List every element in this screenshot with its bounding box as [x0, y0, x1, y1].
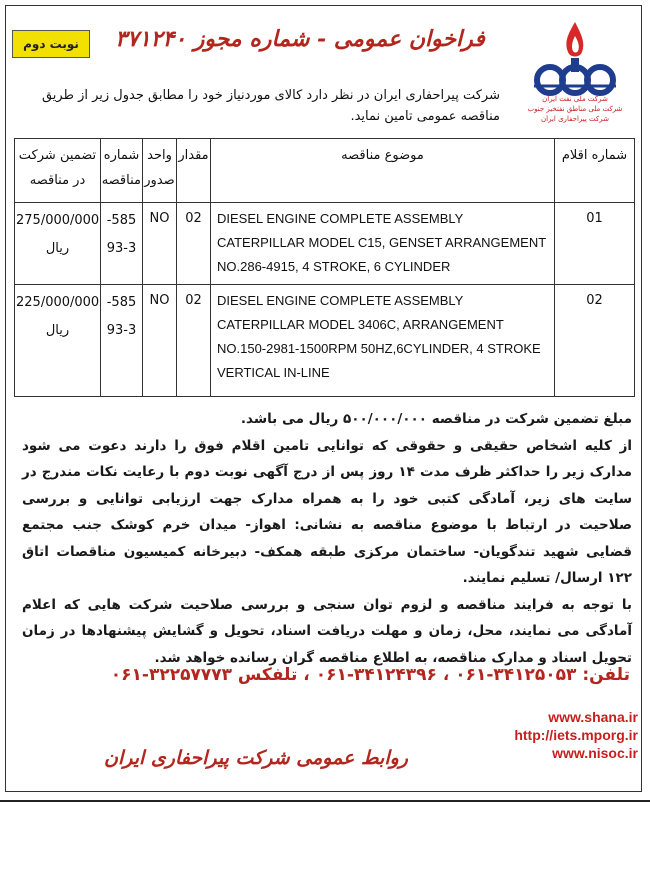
unit-cell: NO [143, 285, 177, 397]
logo-line-1: شرکت ملی نفت ایران [542, 95, 608, 103]
page-title: فراخوان عمومی - شماره مجوز ۳۷۱۲۴۰ [115, 26, 485, 52]
table-header-row [15, 139, 635, 203]
header-subject: موضوع مناقصه [211, 139, 555, 203]
phone-numbers: تلفن: ۳۴۱۲۵۰۵۳-۰۶۱ ، ۳۴۱۲۴۳۹۶-۰۶۱ ، تلفکس ۳۲۲۵۷۷۷۳-۰۶۱ [110, 665, 630, 685]
tender-items-table [14, 138, 635, 397]
intro-text: شرکت پیراحفاری ایران در نظر دارد کالای موردنیاز خود را مطابق جدول زیر از طریق مناقصه عمومی تامین نماید. [41, 88, 500, 124]
invitation-paragraph: از کلیه اشخاص حقیقی و حقوقی که توانایی تامین اقلام فوق را دارند دعوت می شود مدارک زیر را حداکثر ظرف مدت ۱۴ روز پس از درج آگهی نوبت دوم با رعایت نکات مندرج در سایت های زیر، آمادگی کتبی خود را به همراه مدارک جهت ارزیابی توانایی و بررسی صلاحیت در ارتباط با موضوع مناقصه به نشانی: اهواز- میدان خرم کوشک جنب مجتمع قضایی شهید تندگویان- ساختمان مرکزی طبقه همکف- دبیرخانه کمیسیون مناقصات اتاق ۱۲۲ ارسال/ تسلیم نمایند. [22, 437, 632, 586]
header-guarantee: تضمین شرکت در مناقصه [15, 139, 101, 203]
header-item-no: شماره اقلام [555, 139, 635, 203]
logo-line-3: شرکت پیراحفاری ایران [541, 115, 609, 123]
website-links [478, 708, 638, 762]
bottom-divider [0, 800, 650, 802]
tender-no-cell: -585 93-3 [101, 285, 143, 397]
guarantee-cell: 275/000/000 ریال [15, 203, 101, 285]
table-row [15, 203, 635, 285]
description-cell: DIESEL ENGINE COMPLETE ASSEMBLY CATERPILLAR MODEL 3406C, ARRANGEMENT NO.150-2981-1500RPM 50HZ,6CYLINDER, 4 STROKE VERTICAL IN-LINE [211, 285, 555, 397]
announcement-body [22, 406, 632, 671]
description-cell: DIESEL ENGINE COMPLETE ASSEMBLY CATERPILLAR MODEL C15, GENSET ARRANGEMENT NO.286-4915, 4 STROKE, 6 CYLINDER [211, 203, 555, 285]
logo-caption [516, 94, 634, 124]
unit-cell: NO [143, 203, 177, 285]
table-row [15, 285, 635, 397]
link-iets[interactable]: http://iets.mporg.ir [514, 727, 638, 743]
tender-no-cell: -585 93-3 [101, 203, 143, 285]
qty-cell: 02 [177, 203, 211, 285]
item-no-cell: 01 [555, 203, 635, 285]
link-nisoc[interactable]: www.nisoc.ir [552, 745, 638, 761]
logo-line-2: شرکت ملی مناطق نفتخیز جنوب [527, 105, 623, 113]
item-no-cell: 02 [555, 285, 635, 397]
header-tender-no: شماره مناقصه [101, 139, 143, 203]
footer-signature: روابط عمومی شرکت پیراحفاری ایران [104, 747, 408, 769]
round-badge: نوبت دوم [12, 30, 90, 58]
process-paragraph: با توجه به فرایند مناقصه و لزوم توان سنجی و بررسی صلاحیت شرکت هایی که اعلام آمادگی می نمایند، محل، زمان و مهلت دریافت اسناد، تحویل و گشایش پیشنهادها در زمان تحویل اسناد و مدارک مناقصه، به اطلاع مناقصه گران رسانده خواهد شد. [22, 596, 632, 666]
header-qty: مقدار [177, 139, 211, 203]
header-unit: واحد صدور [143, 139, 177, 203]
guarantee-paragraph: مبلغ تضمین شرکت در مناقصه ۵۰۰/۰۰۰/۰۰۰ ریال می باشد. [240, 411, 632, 427]
guarantee-cell: 225/000/000 ریال [15, 285, 101, 397]
qty-cell: 02 [177, 285, 211, 397]
link-shana[interactable]: www.shana.ir [548, 709, 638, 725]
